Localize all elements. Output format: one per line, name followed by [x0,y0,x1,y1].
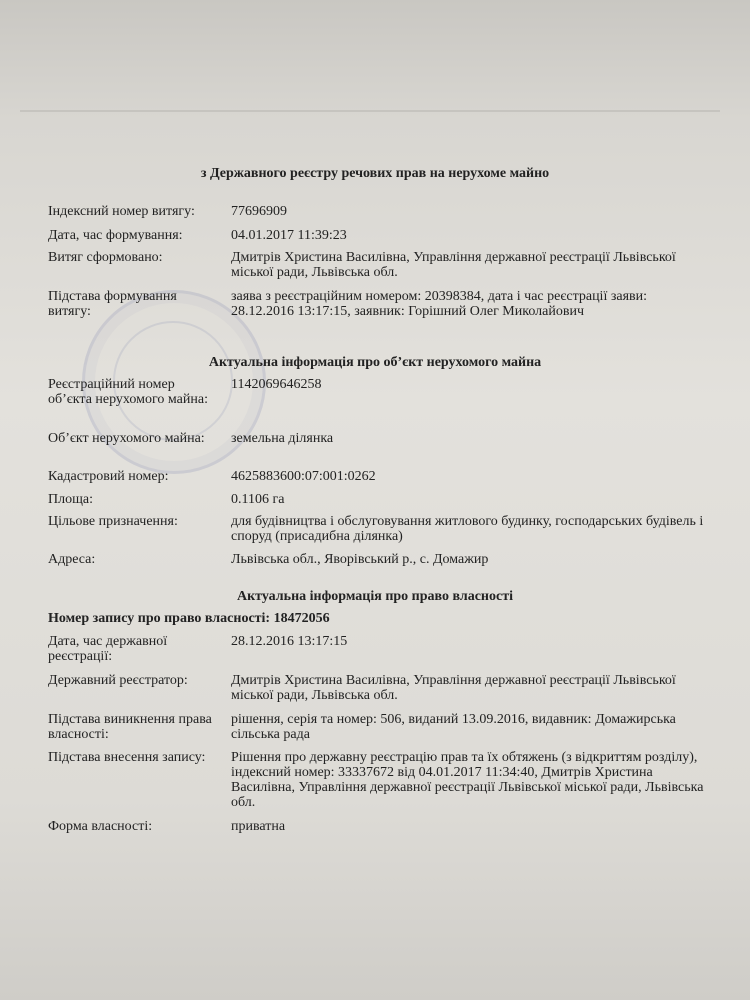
extract-value: 77696909 [231,204,287,219]
ownership-value: рішення, серія та номер: 506, виданий 13.09.2016, видавник: Домажирська сільська рада [231,712,676,742]
object-section-title: Актуальна інформація про об’єкт нерухомого майна [208,355,542,370]
object-label: Площа: [48,492,93,507]
object-label: Об’єкт нерухомого майна: [48,431,205,446]
ownership-label: Дата, час державної реєстрації: [48,634,168,664]
object-value: 1142069646258 [231,377,322,392]
ownership-value: 28.12.2016 13:17:15 [231,634,348,649]
ownership-label: Державний реєстратор: [48,673,188,688]
object-label: Реєстраційний номер об’єкта нерухомого майна: [48,377,208,407]
ownership-label: Форма власності: [48,819,153,834]
object-value: Львівська обл., Яворівський р., с. Домажир [231,552,489,567]
ownership-label: Підстава внесення запису: [48,750,206,765]
extract-label: Витяг сформовано: [48,250,163,265]
document-title: з Державного реєстру речових прав на нерухоме майно [200,166,550,181]
ownership-value: приватна [231,819,286,834]
extract-value: заява з реєстраційним номером: 20398384, дата і час реєстрації заяви: 28.12.2016 13:17:15, заявник: Горішний Олег Миколайович [231,289,648,319]
extract-value: 04.01.2017 11:39:23 [231,228,347,243]
object-label: Адреса: [48,552,96,567]
object-label: Цільове призначення: [48,514,178,529]
object-label: Кадастровий номер: [48,469,169,484]
object-value: 0.1106 га [231,492,285,507]
ownership-record-number: Номер запису про право власності: 18472056 [48,611,330,626]
object-value: земельна ділянка [231,431,334,446]
extract-label: Підстава формування витягу: [48,289,177,319]
object-value: 4625883600:07:001:0262 [231,469,376,484]
ownership-section-title: Актуальна інформація про право власності [237,589,513,604]
ownership-value: Рішення про державну реєстрацію прав та їх обтяжень (з відкриттям розділу), індексний номер: 33337672 від 04.01.2017 11:34:40, Дмитрів Христина Василівна, Управління державної реєстрації Львівської міської ради, Львівська обл. [231,750,704,810]
extract-label: Дата, час формування: [48,228,183,243]
extract-value: Дмитрів Христина Василівна, Управління державної реєстрації Львівської міської ради, Львівська обл. [231,250,676,280]
object-value: для будівництва і обслуговування житлового будинку, господарських будівель і споруд (присадибна ділянка) [231,514,704,544]
paper-fold [20,110,720,112]
ownership-label: Підстава виникнення права власності: [48,712,212,742]
extract-label: Індексний номер витягу: [48,204,195,219]
ownership-value: Дмитрів Христина Василівна, Управління державної реєстрації Львівської міської ради, Львівська обл. [231,673,676,703]
